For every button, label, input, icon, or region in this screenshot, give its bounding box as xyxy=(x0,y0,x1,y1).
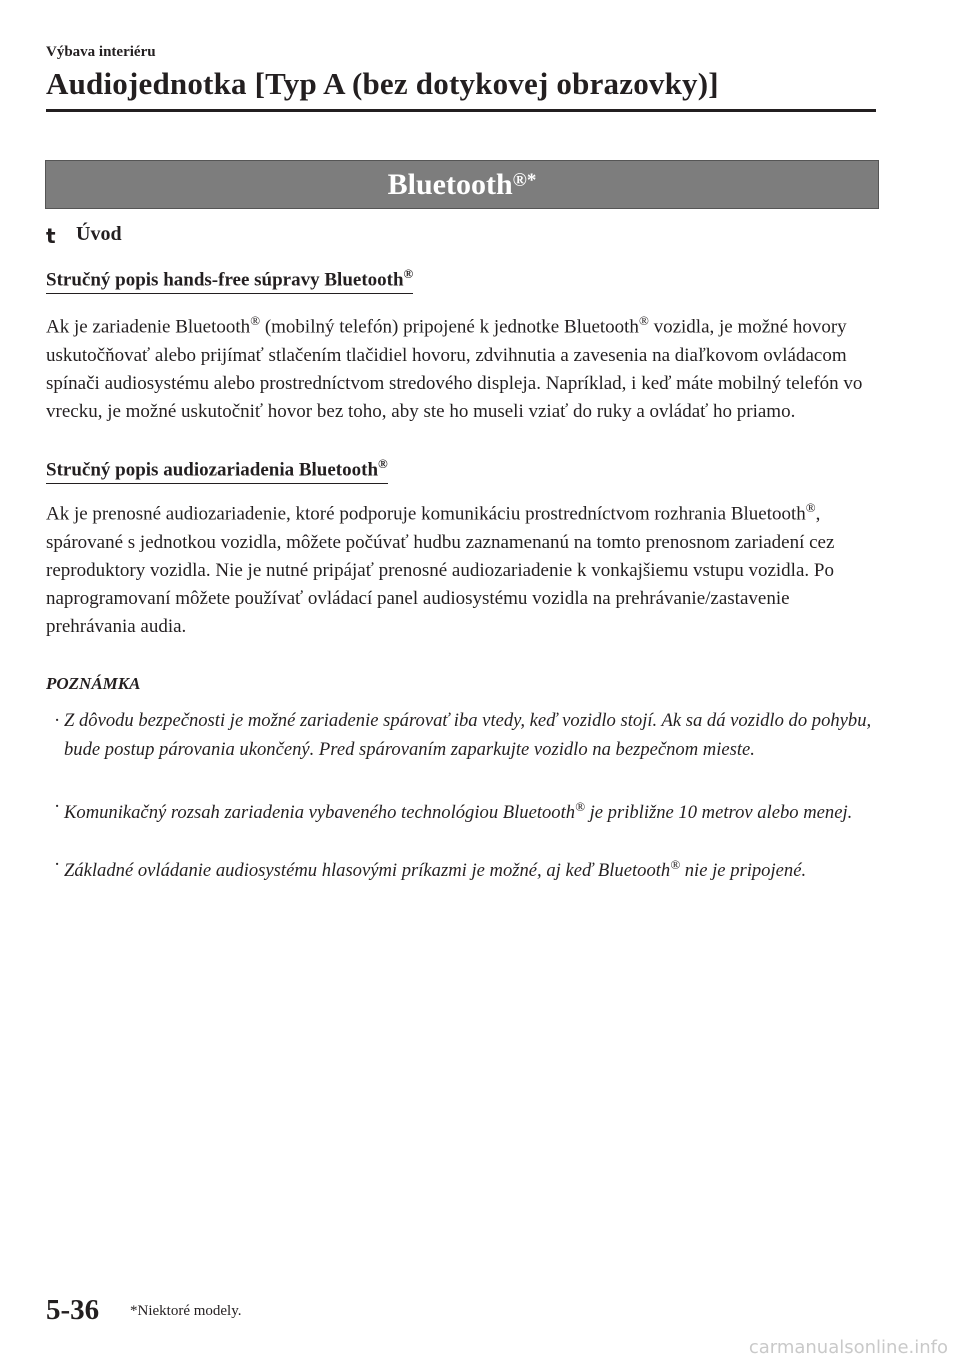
registered-mark: ® xyxy=(378,456,388,471)
registered-mark: ® xyxy=(670,857,681,872)
registered-mark: ® xyxy=(575,799,585,814)
registered-mark: ® xyxy=(250,313,261,328)
footnote: *Niektoré modely. xyxy=(130,1303,242,1319)
note-item xyxy=(46,850,876,885)
handsfree-heading xyxy=(46,266,413,294)
paragraph-text: , spárované s jednotkou vozidla, môžete počúvať hudbu zaznamenanú na tomto prenosnom zariadení cez reproduktory vozidla. Nie je nutné pripájať prenosné audiozariadenie k vonkajšiemu vstupu vozidla. Po naprogramovaní môžete používať ovládací panel audiosystému vozidla na prehrávanie/zastavenie prehrávania audia. xyxy=(46,503,835,638)
page-number: 5-36 xyxy=(46,1294,100,1326)
bullet-dot: · xyxy=(54,854,61,875)
handsfree-paragraph xyxy=(46,307,876,426)
note-text: Základné ovládanie audiosystému hlasovými príkazmi je možné, aj keď Bluetooth xyxy=(64,860,671,882)
section-banner xyxy=(45,160,879,209)
bullet-dot: · xyxy=(54,796,61,817)
intro-bullet-marker: t xyxy=(46,224,56,248)
section-label: Výbava interiéru xyxy=(46,44,156,60)
watermark: carmanualsonline.info xyxy=(748,1337,948,1358)
paragraph-text: Ak je zariadenie Bluetooth xyxy=(46,316,251,338)
note-text: nie je pripojené. xyxy=(680,860,807,882)
audio-heading xyxy=(46,456,388,484)
note-text: Z dôvodu bezpečnosti je možné zariadenie spárovať iba vtedy, keď vozidlo stojí. Ak sa dá vozidlo do pohybu, bude postup párovania ukončený. Pred spárovaním zaparkujte vozidlo na bezpečnom mieste. xyxy=(64,710,872,760)
bullet-dot: · xyxy=(54,710,61,731)
banner-title: Bluetooth xyxy=(387,167,513,201)
title-divider xyxy=(46,109,876,112)
paragraph-text: Ak je prenosné audiozariadenie, ktoré podporuje komunikáciu prostredníctvom rozhrania Bluetooth xyxy=(46,503,806,525)
audio-heading-text: Stručný popis audiozariadenia Bluetooth xyxy=(46,459,379,481)
intro-heading: Úvod xyxy=(76,223,122,245)
registered-mark: ® xyxy=(403,266,414,281)
registered-mark: ® xyxy=(638,313,649,328)
handsfree-heading-text: Stručný popis hands-free súpravy Bluetooth xyxy=(46,269,404,291)
banner-marks: ®* xyxy=(512,169,537,191)
note-item xyxy=(46,792,876,827)
paragraph-text: (mobilný telefón) pripojené k jednotke Bluetooth xyxy=(260,316,639,338)
note-text: Komunikačný rozsah zariadenia vybaveného technológiou Bluetooth xyxy=(64,802,576,824)
note-text: je približne 10 metrov alebo menej. xyxy=(584,802,853,824)
note-item-text xyxy=(64,706,876,764)
audio-paragraph xyxy=(46,494,876,641)
note-item-text xyxy=(64,850,876,885)
page-title: Audiojednotka [Typ A (bez dotykovej obrazovky)] xyxy=(46,66,719,101)
note-item-text xyxy=(64,792,876,827)
note-item xyxy=(46,706,876,764)
paragraph-text: vozidla, je možné hovory uskutočňovať alebo prijímať stlačením tlačidiel hovoru, zdvihnutia a zavesenia na diaľkovom ovládacom spínači audiosystému alebo prostredníctvom stredového displeja. Napríklad, i keď máte mobilný telefón vo vrecku, je možné uskutočniť hovor bez toho, aby ste ho museli vziať do ruky a ovládať ho priamo. xyxy=(46,316,863,422)
registered-mark: ® xyxy=(805,500,816,515)
note-label: POZNÁMKA xyxy=(46,674,141,693)
